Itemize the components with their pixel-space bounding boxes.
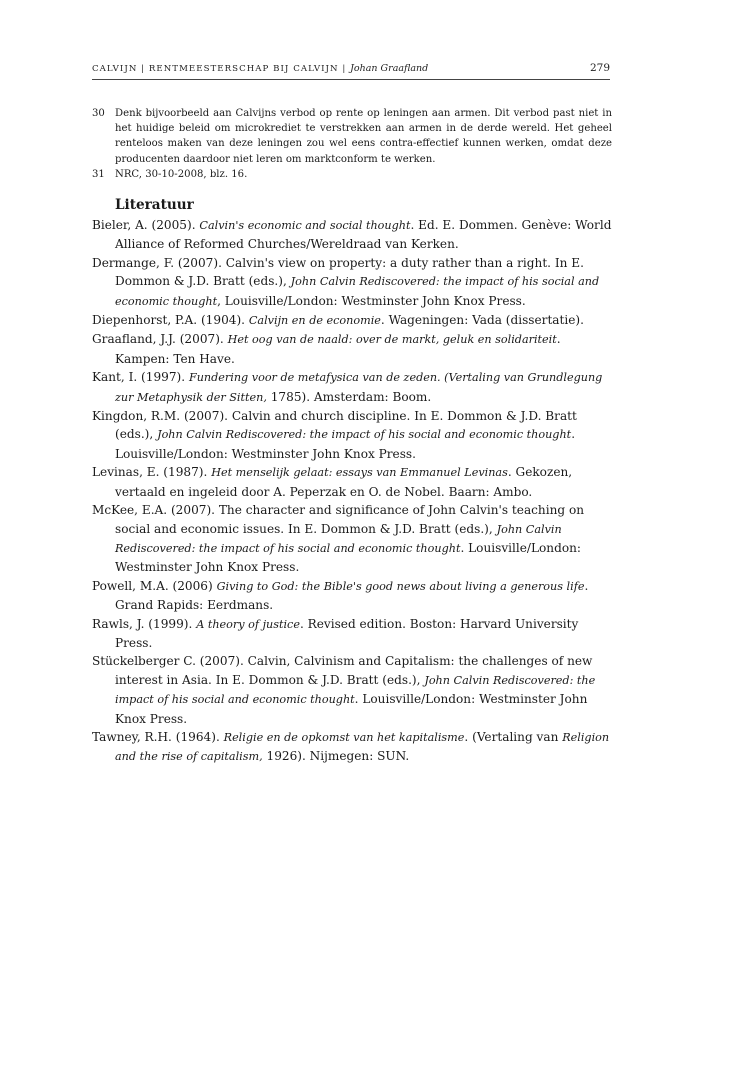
footnote bbox=[92, 167, 612, 182]
header-rule bbox=[92, 79, 610, 80]
literature-heading: Literatuur bbox=[115, 197, 194, 213]
reference-text: . Louisville/London: Westminster John Knox Press. bbox=[115, 540, 581, 575]
reference-title: Religion and the rise of capitalism, bbox=[115, 730, 610, 764]
reference-text: 1785). Amsterdam: Boom. bbox=[266, 389, 432, 404]
reference-text: Stückelberger C. (2007). Calvin, Calvinism and Capitalism: the challenges of new interest in Asia. In E. Dommon & J.D. Bratt (eds.), bbox=[92, 654, 593, 687]
page-number: 279 bbox=[589, 62, 610, 74]
footnotes bbox=[92, 106, 612, 182]
reference-entry bbox=[92, 254, 612, 311]
reference-entry bbox=[92, 728, 612, 767]
reference-entry bbox=[92, 577, 612, 615]
footnote-number: 30 bbox=[92, 108, 105, 119]
reference-text: Kant, I. (1997). bbox=[92, 370, 189, 385]
reference-text: Powell, M.A. (2006) bbox=[92, 578, 217, 593]
reference-title: John Calvin Rediscovered: the impact of his social and economic thought bbox=[115, 275, 600, 308]
reference-text: . Revised edition. Boston: Harvard University Press. bbox=[115, 616, 579, 650]
reference-title: John Calvin Rediscovered: the impact of his social and economic thought bbox=[157, 428, 572, 442]
reference-text: 1926). Nijmegen: SUN. bbox=[262, 749, 410, 764]
reference-entry bbox=[92, 463, 612, 501]
reference-entry bbox=[92, 615, 612, 653]
footnote bbox=[92, 106, 612, 167]
reference-text: Diepenhorst, P.A. (1904). bbox=[92, 313, 249, 328]
reference-title: Calvijn en de economie bbox=[248, 314, 381, 328]
reference-text: . Ed. E. Dommen. Genève: World Alliance of Reformed Churches/Wereldraad van Kerken. bbox=[115, 218, 612, 252]
reference-entry bbox=[92, 216, 612, 254]
reference-text: Rawls, J. (1999). bbox=[92, 616, 197, 631]
reference-entry bbox=[92, 368, 612, 407]
reference-text: Dermange, F. (2007). Calvin's view on property: a duty rather than a right. In E. Dommon & J.D. Bratt (eds.), bbox=[92, 255, 584, 289]
reference-text: . Wageningen: Vada (dissertatie). bbox=[380, 313, 584, 328]
reference-text: Kingdon, R.M. (2007). Calvin and church discipline. In E. Dommon & J.D. Bratt (eds.), bbox=[92, 409, 577, 442]
reference-entry bbox=[92, 311, 612, 330]
reference-text: , Louisville/London: Westminster John Knox Press. bbox=[217, 293, 526, 308]
reference-text: Tawney, R.H. (1964). bbox=[92, 729, 224, 744]
reference-text: Bieler, A. (2005). bbox=[92, 218, 200, 232]
reference-list bbox=[92, 216, 612, 767]
reference-text: . Kampen: Ten Have. bbox=[115, 332, 561, 366]
reference-title: Het oog van de naald: over de markt, geluk en solidariteit bbox=[227, 333, 557, 347]
running-title bbox=[92, 63, 428, 74]
reference-title: John Calvin Rediscovered: the impact of his social and economic thought bbox=[115, 673, 596, 707]
reference-text: . (Vertaling van bbox=[464, 729, 563, 744]
reference-entry bbox=[92, 501, 612, 577]
reference-text: . Louisville/London: Westminster John Knox Press. bbox=[115, 427, 576, 461]
reference-entry bbox=[92, 407, 612, 463]
reference-text: McKee, E.A. (2007). The character and significance of John Calvin's teaching on social and economic issues. In E. Dommon & J.D. Bratt (eds.), bbox=[92, 503, 585, 536]
reference-title: Het menselijk gelaat: essays van Emmanuel Levinas bbox=[211, 466, 508, 480]
reference-text: Levinas, E. (1987). bbox=[92, 465, 212, 480]
reference-title: Religie en de opkomst van het kapitalisme bbox=[223, 730, 465, 744]
running-header bbox=[92, 63, 610, 79]
reference-entry bbox=[92, 330, 612, 368]
reference-title: Calvin's economic and social thought bbox=[199, 219, 411, 232]
reference-title: John Calvin Rediscovered: the impact of his social and economic thought bbox=[115, 522, 562, 555]
reference-text: . Gekozen, vertaald en ingeleid door A. Peperzak en O. de Nobel. Baarn: Ambo. bbox=[115, 465, 573, 499]
reference-title: A theory of justice bbox=[196, 617, 300, 631]
reference-text: . Grand Rapids: Eerdmans. bbox=[115, 578, 589, 613]
footnote-text: NRC, 30-10-2008, blz. 16. bbox=[115, 168, 248, 180]
running-title-text: CALVIJN | RENTMEESTERSCHAP BIJ CALVIJN | bbox=[92, 64, 351, 74]
reference-title: Giving to God: the Bible's good news about living a generous life bbox=[216, 579, 585, 593]
reference-title: Fundering voor de metafysica van de zeden. (Vertaling van Grundlegung zur Metaphysik der Sitten, bbox=[115, 371, 603, 404]
footnote-text: Denk bijvoorbeeld aan Calvijns verbod op rente op leningen aan armen. Dit verbod past niet in het huidige beleid om microkrediet te verstrekken aan armen in de derde wereld. Het geheel renteloos maken van deze leningen zou wel eens contra-effectief kunnen werken, omdat deze producenten daardoor niet leren om marktconform te werken. bbox=[115, 108, 612, 165]
footnote-number: 31 bbox=[92, 168, 105, 180]
running-author: Johan Graafland bbox=[350, 63, 429, 74]
reference-text: . Louisville/London: Westminster John Knox Press. bbox=[115, 692, 588, 726]
reference-text: Graafland, J.J. (2007). bbox=[92, 332, 228, 347]
reference-entry bbox=[92, 652, 612, 728]
